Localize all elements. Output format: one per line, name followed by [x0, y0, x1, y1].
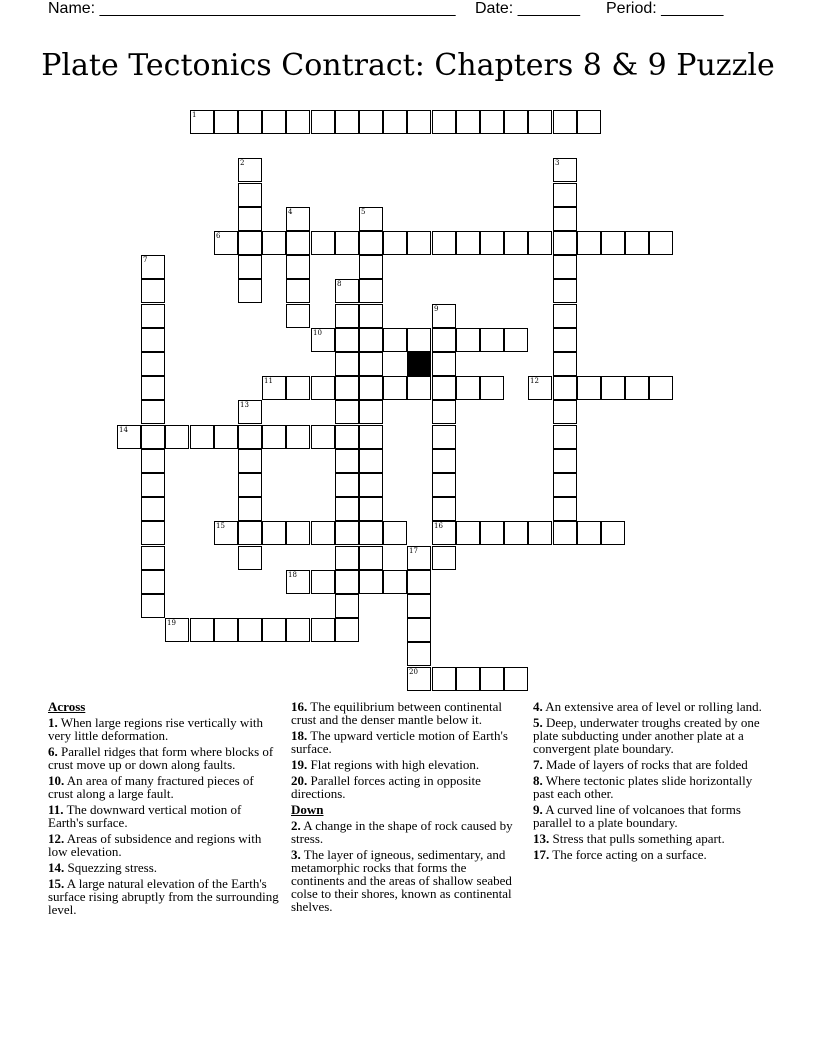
- clue-number: 5: [361, 208, 366, 216]
- grid-cell[interactable]: [407, 642, 431, 666]
- grid-cell[interactable]: [214, 110, 238, 134]
- grid-cell[interactable]: [335, 521, 359, 545]
- clue-across-12: 12. Areas of subsidence and regions with low elevation.: [48, 831, 262, 859]
- grid-cell[interactable]: [383, 110, 407, 134]
- clue-number: 13: [240, 401, 249, 409]
- date-field[interactable]: Date: _______: [475, 0, 580, 17]
- grid-cell[interactable]: [141, 546, 165, 570]
- grid-cell[interactable]: [553, 328, 577, 352]
- grid-cell[interactable]: [577, 110, 601, 134]
- grid-cell[interactable]: [141, 473, 165, 497]
- clue-number: 9: [434, 305, 439, 313]
- grid-cell[interactable]: [359, 400, 383, 424]
- clue-across-19: 19. Flat regions with high elevation.: [291, 757, 480, 772]
- grid-cell[interactable]: [383, 570, 407, 594]
- grid-cell[interactable]: [432, 521, 456, 545]
- grid-cell[interactable]: [528, 231, 552, 255]
- grid-cell[interactable]: [286, 255, 310, 279]
- grid-cell[interactable]: [553, 183, 577, 207]
- clue-down-8: 8. Where tectonic plates slide horizontally past each other.: [533, 773, 753, 801]
- grid-cell[interactable]: [504, 328, 528, 352]
- clue-number: 17: [409, 547, 418, 555]
- grid-cell[interactable]: [238, 110, 262, 134]
- grid-cell[interactable]: [432, 231, 456, 255]
- grid-cell[interactable]: [335, 618, 359, 642]
- clue-down-4: 4. An extensive area of level or rolling land.: [533, 699, 762, 714]
- grid-cell[interactable]: [432, 376, 456, 400]
- down-heading: Down: [291, 802, 324, 817]
- grid-cell[interactable]: [141, 352, 165, 376]
- grid-cell[interactable]: [407, 570, 431, 594]
- grid-cell[interactable]: [480, 521, 504, 545]
- grid-cell[interactable]: [432, 110, 456, 134]
- grid-cell[interactable]: [383, 521, 407, 545]
- grid-cell[interactable]: [262, 425, 286, 449]
- grid-cell[interactable]: [553, 497, 577, 521]
- grid-cell[interactable]: [432, 328, 456, 352]
- grid-cell[interactable]: [625, 376, 649, 400]
- grid-cell[interactable]: [238, 231, 262, 255]
- grid-cell[interactable]: [141, 328, 165, 352]
- grid-cell[interactable]: [165, 618, 189, 642]
- grid-cell[interactable]: [141, 304, 165, 328]
- clue-across-16: 16. The equilibrium between continental crust and the denser mantle below it.: [291, 699, 502, 727]
- clue-across-20: 20. Parallel forces acting in opposite directions.: [291, 773, 481, 801]
- clues-column-2: [291, 700, 523, 916]
- clue-number: 15: [216, 522, 225, 530]
- clue-down-2: 2. A change in the shape of rock caused by stress.: [291, 818, 513, 846]
- grid-cell[interactable]: [432, 473, 456, 497]
- clue-number: 14: [119, 426, 128, 434]
- grid-cell[interactable]: [311, 376, 335, 400]
- grid-cell[interactable]: [456, 667, 480, 691]
- grid-cell[interactable]: [335, 400, 359, 424]
- grid-cell[interactable]: [432, 667, 456, 691]
- clue-number: 18: [288, 571, 297, 579]
- grid-cell[interactable]: [141, 521, 165, 545]
- grid-cell[interactable]: [456, 231, 480, 255]
- grid-cell[interactable]: [311, 570, 335, 594]
- grid-cell[interactable]: [407, 231, 431, 255]
- grid-cell[interactable]: [141, 594, 165, 618]
- clue-across-1: 1. When large regions rise vertically with very little deformation.: [48, 715, 264, 743]
- grid-cell[interactable]: [141, 279, 165, 303]
- grid-cell[interactable]: [141, 497, 165, 521]
- grid-cell[interactable]: [286, 231, 310, 255]
- grid-cell[interactable]: [238, 158, 262, 182]
- grid-cell[interactable]: [480, 328, 504, 352]
- grid-cell[interactable]: [238, 521, 262, 545]
- clue-down-17: 17. The force acting on a surface.: [533, 847, 707, 862]
- grid-cell[interactable]: [407, 618, 431, 642]
- grid-cell[interactable]: [117, 425, 141, 449]
- grid-cell[interactable]: [190, 110, 214, 134]
- grid-cell[interactable]: [335, 546, 359, 570]
- clue-number: 8: [337, 280, 342, 288]
- clue-down-3: 3. The layer of igneous, sedimentary, and metamorphic rocks that forms the continents and the areas of shallow seabed colse to their shores, known as continental shelves.: [291, 847, 512, 914]
- grid-cell[interactable]: [649, 376, 673, 400]
- clue-number: 6: [216, 232, 221, 240]
- grid-cell[interactable]: [238, 279, 262, 303]
- grid-cell[interactable]: [528, 376, 552, 400]
- grid-cell[interactable]: [335, 231, 359, 255]
- grid-cell[interactable]: [553, 158, 577, 182]
- grid-cell[interactable]: [504, 231, 528, 255]
- grid-cell[interactable]: [141, 449, 165, 473]
- grid-cell[interactable]: [359, 521, 383, 545]
- name-field[interactable]: Name: ________________________________________: [48, 0, 456, 17]
- grid-cell[interactable]: [238, 207, 262, 231]
- grid-cell[interactable]: [335, 304, 359, 328]
- grid-cell[interactable]: [359, 473, 383, 497]
- grid-cell[interactable]: [311, 618, 335, 642]
- clue-across-10: 10. An area of many fractured pieces of crust along a large fault.: [48, 773, 254, 801]
- grid-cell[interactable]: [432, 425, 456, 449]
- grid-cell[interactable]: [407, 110, 431, 134]
- grid-cell[interactable]: [359, 304, 383, 328]
- grid-cell[interactable]: [432, 304, 456, 328]
- grid-cell[interactable]: [577, 521, 601, 545]
- grid-cell[interactable]: [601, 231, 625, 255]
- grid-cell[interactable]: [238, 400, 262, 424]
- grid-cell[interactable]: [262, 618, 286, 642]
- grid-cell[interactable]: [286, 521, 310, 545]
- grid-cell[interactable]: [359, 255, 383, 279]
- grid-cell[interactable]: [504, 521, 528, 545]
- grid-cell[interactable]: [335, 473, 359, 497]
- grid-cell[interactable]: [407, 546, 431, 570]
- grid-cell[interactable]: [480, 110, 504, 134]
- grid-cell[interactable]: [359, 546, 383, 570]
- grid-cell[interactable]: [432, 449, 456, 473]
- grid-cell[interactable]: [286, 279, 310, 303]
- clue-across-14: 14. Squezzing stress.: [48, 860, 158, 875]
- grid-cell[interactable]: [335, 594, 359, 618]
- grid-cell[interactable]: [383, 328, 407, 352]
- clue-across-15: 15. A large natural elevation of the Earth's surface rising abruptly from the surrounding level.: [48, 876, 279, 917]
- grid-cell[interactable]: [432, 497, 456, 521]
- grid-cell[interactable]: [286, 425, 310, 449]
- grid-cell[interactable]: [141, 425, 165, 449]
- grid-cell[interactable]: [335, 497, 359, 521]
- grid-cell[interactable]: [238, 183, 262, 207]
- grid-cell[interactable]: [480, 667, 504, 691]
- grid-cell[interactable]: [141, 255, 165, 279]
- grid-cell[interactable]: [553, 425, 577, 449]
- grid-cell[interactable]: [335, 376, 359, 400]
- clue-number: 1: [192, 111, 197, 119]
- grid-cell[interactable]: [601, 376, 625, 400]
- grid-cell[interactable]: [141, 400, 165, 424]
- grid-cell[interactable]: [553, 352, 577, 376]
- grid-cell[interactable]: [480, 376, 504, 400]
- grid-cell[interactable]: [262, 110, 286, 134]
- clue-number: 11: [264, 377, 273, 385]
- grid-cell[interactable]: [286, 570, 310, 594]
- grid-cell[interactable]: [238, 497, 262, 521]
- grid-cell[interactable]: [286, 618, 310, 642]
- grid-cell[interactable]: [311, 328, 335, 352]
- grid-cell[interactable]: [383, 376, 407, 400]
- grid-cell[interactable]: [553, 231, 577, 255]
- grid-cell[interactable]: [553, 110, 577, 134]
- grid-cell[interactable]: [553, 449, 577, 473]
- grid-cell[interactable]: [504, 110, 528, 134]
- clue-number: 2: [240, 159, 245, 167]
- grid-cell[interactable]: [359, 328, 383, 352]
- grid-cell[interactable]: [456, 376, 480, 400]
- grid-cell[interactable]: [649, 231, 673, 255]
- clue-number: 7: [143, 256, 148, 264]
- across-heading: Across: [48, 699, 86, 714]
- grid-cell[interactable]: [335, 352, 359, 376]
- grid-cell[interactable]: [528, 110, 552, 134]
- clue-number: 20: [409, 668, 418, 676]
- grid-cell[interactable]: [359, 376, 383, 400]
- grid-cell[interactable]: [335, 110, 359, 134]
- grid-cell[interactable]: [432, 400, 456, 424]
- grid-cell[interactable]: [214, 425, 238, 449]
- grid-cell[interactable]: [311, 521, 335, 545]
- grid-cell[interactable]: [335, 570, 359, 594]
- grid-cell[interactable]: [335, 328, 359, 352]
- clue-across-6: 6. Parallel ridges that form where blocks of crust move up or down along faults.: [48, 744, 274, 772]
- clue-across-11: 11. The downward vertical motion of Earth's surface.: [48, 802, 242, 830]
- grid-cell[interactable]: [190, 425, 214, 449]
- clue-down-13: 13. Stress that pulls something apart.: [533, 831, 725, 846]
- grid-cell[interactable]: [480, 231, 504, 255]
- grid-cell[interactable]: [286, 376, 310, 400]
- grid-cell[interactable]: [407, 328, 431, 352]
- grid-cell[interactable]: [528, 521, 552, 545]
- grid-cell[interactable]: [359, 497, 383, 521]
- grid-cell[interactable]: [214, 521, 238, 545]
- grid-cell[interactable]: [407, 667, 431, 691]
- clue-number: 4: [288, 208, 293, 216]
- grid-cell[interactable]: [601, 521, 625, 545]
- grid-cell[interactable]: [214, 231, 238, 255]
- grid-cell[interactable]: [625, 231, 649, 255]
- grid-cell[interactable]: [165, 425, 189, 449]
- grid-cell[interactable]: [286, 207, 310, 231]
- clue-number: 19: [167, 619, 176, 627]
- period-field[interactable]: Period: _______: [606, 0, 724, 17]
- grid-cell[interactable]: [190, 618, 214, 642]
- grid-cell[interactable]: [238, 618, 262, 642]
- clue-down-7: 7. Made of layers of rocks that are folded: [533, 757, 748, 772]
- grid-cell[interactable]: [432, 546, 456, 570]
- grid-cell[interactable]: [553, 521, 577, 545]
- clue-down-9: 9. A curved line of volcanoes that forms parallel to a plate boundary.: [533, 802, 741, 830]
- grid-cell[interactable]: [335, 425, 359, 449]
- grid-cell[interactable]: [335, 449, 359, 473]
- grid-cell[interactable]: [359, 231, 383, 255]
- grid-cell[interactable]: [359, 352, 383, 376]
- grid-cell[interactable]: [553, 304, 577, 328]
- grid-cell[interactable]: [286, 110, 310, 134]
- grid-cell[interactable]: [311, 231, 335, 255]
- grid-cell[interactable]: [238, 449, 262, 473]
- grid-cell[interactable]: [335, 279, 359, 303]
- grid-cell[interactable]: [456, 521, 480, 545]
- clue-across-18: 18. The upward verticle motion of Earth's surface.: [291, 728, 508, 756]
- grid-cell[interactable]: [432, 352, 456, 376]
- grid-cell[interactable]: [359, 207, 383, 231]
- puzzle-title: Plate Tectonics Contract: Chapters 8 & 9 Puzzle: [41, 48, 775, 83]
- grid-cell[interactable]: [311, 110, 335, 134]
- grid-cell[interactable]: [359, 449, 383, 473]
- grid-cell[interactable]: [238, 546, 262, 570]
- grid-cell[interactable]: [238, 255, 262, 279]
- grid-cell[interactable]: [407, 376, 431, 400]
- grid-cell[interactable]: [359, 425, 383, 449]
- grid-cell[interactable]: [238, 425, 262, 449]
- grid-cell[interactable]: [383, 231, 407, 255]
- grid-cell[interactable]: [262, 231, 286, 255]
- grid-cell[interactable]: [577, 231, 601, 255]
- grid-cell[interactable]: [359, 570, 383, 594]
- grid-cell[interactable]: [407, 594, 431, 618]
- grid-cell[interactable]: [553, 279, 577, 303]
- grid-cell[interactable]: [238, 473, 262, 497]
- grid-cell[interactable]: [214, 618, 238, 642]
- grid-cell[interactable]: [262, 521, 286, 545]
- clues-column-3: [533, 700, 765, 864]
- clue-number: 3: [555, 159, 560, 167]
- grid-cell[interactable]: [553, 255, 577, 279]
- clue-number: 16: [434, 522, 443, 530]
- clue-down-5: 5. Deep, underwater troughs created by one plate subducting under another plate at a convergent plate boundary.: [533, 715, 760, 756]
- grid-cell[interactable]: [286, 304, 310, 328]
- grid-cell[interactable]: [262, 376, 286, 400]
- grid-cell[interactable]: [359, 279, 383, 303]
- clues-column-1: [48, 700, 280, 919]
- grid-cell[interactable]: [456, 110, 480, 134]
- grid-cell[interactable]: [456, 328, 480, 352]
- clue-number: 10: [313, 329, 322, 337]
- grid-cell[interactable]: [311, 425, 335, 449]
- grid-cell[interactable]: [141, 570, 165, 594]
- black-square: [407, 352, 431, 376]
- grid-cell[interactable]: [553, 400, 577, 424]
- grid-cell[interactable]: [553, 376, 577, 400]
- grid-cell[interactable]: [359, 110, 383, 134]
- grid-cell[interactable]: [141, 376, 165, 400]
- grid-cell[interactable]: [577, 376, 601, 400]
- grid-cell[interactable]: [553, 207, 577, 231]
- grid-cell[interactable]: [504, 667, 528, 691]
- grid-cell[interactable]: [553, 473, 577, 497]
- clue-number: 12: [530, 377, 539, 385]
